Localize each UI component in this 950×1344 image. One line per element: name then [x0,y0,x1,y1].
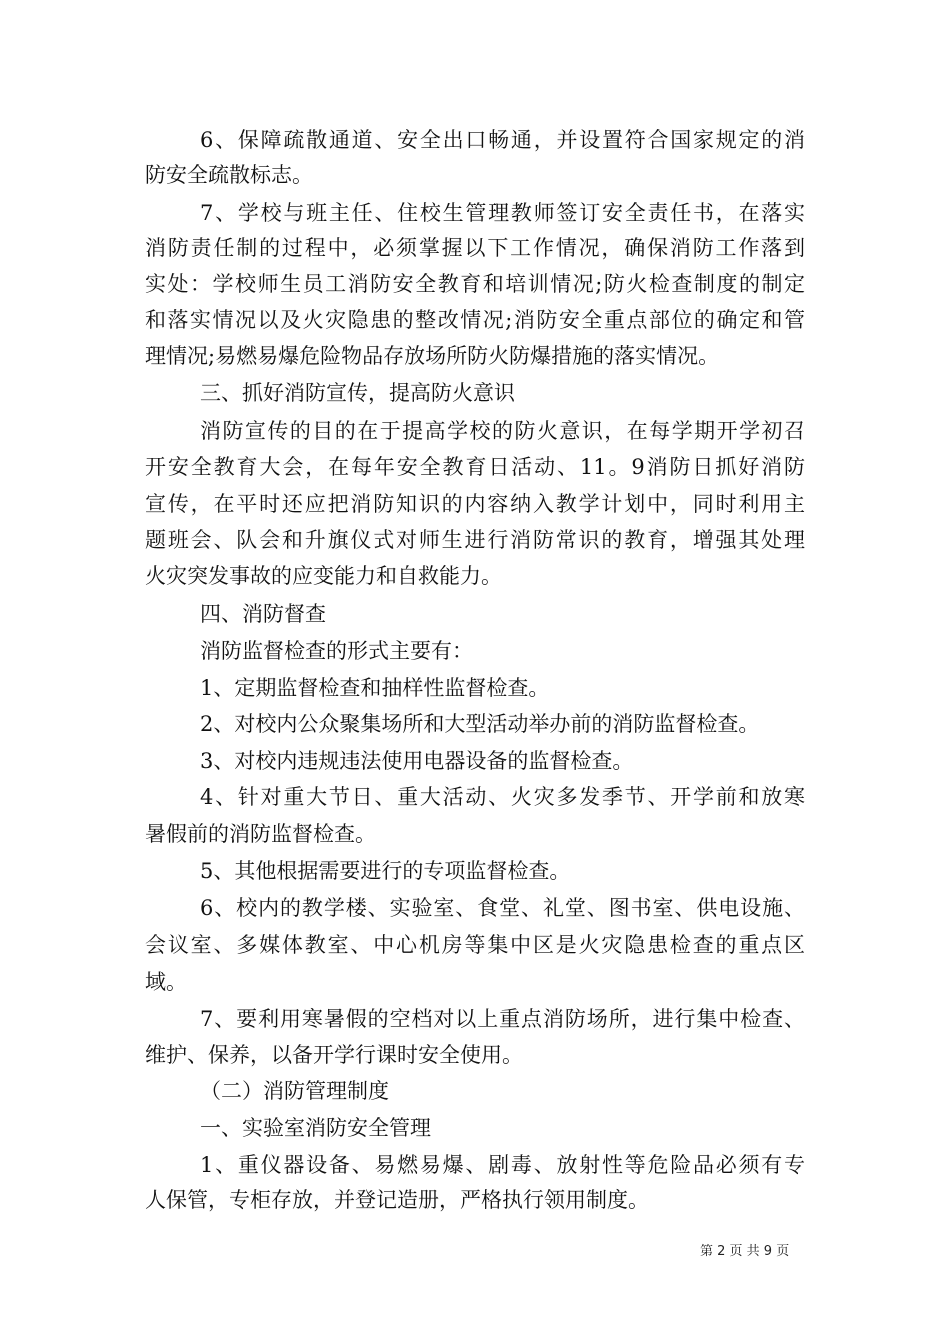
text-line: 暑假前的消防监督检查。 [145,822,376,846]
text-line: 6、保障疏散通道、安全出口畅通，并设置符合国家规定的消 [200,128,805,152]
text-line: 和落实情况以及火灾隐患的整改情况;消防安全重点部位的确定和管 [145,308,805,332]
list-item: 4、针对重大节日、重大活动、火灾多发季节、开学前和放寒 [200,785,805,809]
text-line: 实处：学校师生员工消防安全教育和培训情况;防火检查制度的制定 [145,272,805,296]
text-line: 域。 [145,970,187,994]
text-line: 消防监督检查的形式主要有： [200,639,473,663]
text-line: 消防责任制的过程中，必须掌握以下工作情况，确保消防工作落到 [145,236,805,260]
text-line: 宣传，在平时还应把消防知识的内容纳入教学计划中，同时利用主 [145,492,805,516]
text-line: 7、学校与班主任、住校生管理教师签订安全责任书，在落实 [200,201,805,225]
section-heading: 四、消防督查 [200,602,326,626]
text-line: 题班会、队会和升旗仪式对师生进行消防常识的教育，增强其处理 [145,528,805,552]
list-item: 7、要利用寒暑假的空档对以上重点消防场所，进行集中检查、 [200,1007,805,1031]
section-heading: 一、实验室消防安全管理 [200,1116,431,1140]
page-number: 第 2 页 共 9 页 [700,1244,790,1259]
section-heading: （二）消防管理制度 [200,1079,389,1103]
text-line: 火灾突发事故的应变能力和自救能力。 [145,564,502,588]
text-line: 会议室、多媒体教室、中心机房等集中区是火灾隐患检查的重点区 [145,933,805,957]
list-item: 1、重仪器设备、易燃易爆、剧毒、放射性等危险品必须有专 [200,1153,805,1177]
text-line: 理情况;易燃易爆危险物品存放场所防火防爆措施的落实情况。 [145,344,720,368]
text-line: 人保管，专柜存放，并登记造册，严格执行领用制度。 [145,1188,649,1212]
text-line: 维护、保养，以备开学行课时安全使用。 [145,1043,523,1067]
text-line: 防安全疏散标志。 [145,163,313,187]
list-item: 2、对校内公众聚集场所和大型活动举办前的消防监督检查。 [200,712,760,736]
list-item: 3、对校内违规违法使用电器设备的监督检查。 [200,749,634,773]
list-item: 6、校内的教学楼、实验室、食堂、礼堂、图书室、供电设施、 [200,896,805,920]
section-heading: 三、抓好消防宣传，提高防火意识 [200,381,515,405]
list-item: 1、定期监督检查和抽样性监督检查。 [200,676,550,700]
list-item: 5、其他根据需要进行的专项监督检查。 [200,859,571,883]
text-line: 消防宣传的目的在于提高学校的防火意识，在每学期开学初召 [200,419,805,443]
text-line: 开安全教育大会，在每年安全教育日活动、11。9消防日抓好消防 [145,455,805,479]
